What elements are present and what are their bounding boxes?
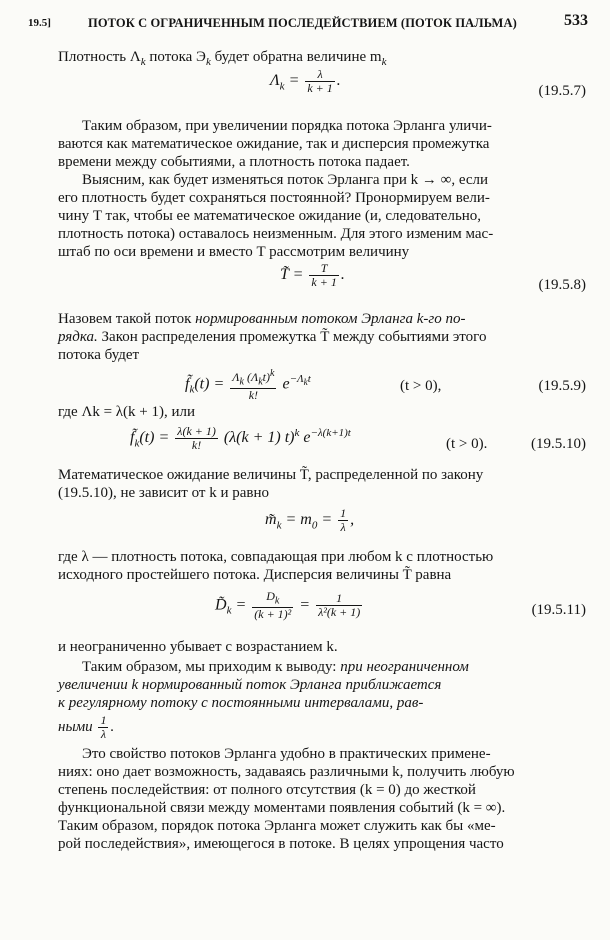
- equation-19-5-10: $f̃_k(t)$ = $\frac{\lambda(k + 1)}{k!}$ (λ(k + 1) t)$^k$ $e^{-\lambda(k+1)t}$: [130, 424, 351, 452]
- equation-number: (19.5.10): [531, 436, 586, 452]
- text-line: потока будет: [58, 347, 140, 363]
- text-line: Математическое ожидание величины T̃, распределенной по закону: [58, 467, 484, 483]
- text-line: где Λk = λ(k + 1), или: [58, 404, 196, 420]
- text-line: рядка. Закон распределения промежутка T̃ между событиями этого: [58, 329, 487, 345]
- text-line: где λ — плотность потока, совпадающая при любом k с плотностью: [58, 549, 494, 565]
- running-title: ПОТОК С ОГРАНИЧЕННЫМ ПОСЛЕДЕЙСТВИЕМ (ПОТОК ПАЛЬМА): [88, 16, 517, 30]
- equation-19-5-8: T̃ = $\frac{T}{k + 1}$ .: [280, 261, 345, 289]
- text-line: ными $\frac{1}{\lambda}$ .: [58, 713, 115, 741]
- section-number: 19.5]: [28, 17, 51, 29]
- condition: (t > 0),: [400, 378, 442, 394]
- text-line: и неограниченно убывает с возрастанием k.: [58, 639, 338, 655]
- text-line: исходного простейшего потока. Дисперсия величины T̃ равна: [58, 567, 452, 583]
- equation-number: (19.5.7): [538, 83, 586, 99]
- text-line: Таким образом, мы приходим к выводу: при неограниченном: [82, 659, 469, 675]
- text-line: увеличении k нормированный поток Эрланга приближается: [58, 677, 442, 693]
- text-line: чину T так, чтобы ее математическое ожидание (и, следовательно,: [58, 208, 482, 224]
- equation-mean: $m̃_k = m_0$ = $\frac{1}{\lambda}$ ,: [265, 506, 355, 534]
- running-header: [28, 12, 588, 34]
- text-line: (19.5.10), не зависит от k и равно: [58, 485, 270, 501]
- page-number: 533: [564, 12, 588, 29]
- text-line: Это свойство потоков Эрланга удобно в практических примене-: [82, 746, 491, 762]
- text-line: Выясним, как будет изменяться поток Эрланга при k → ∞, если: [82, 172, 489, 188]
- text-line: степень последействия: от полного отсутствия (k = 0) до жесткой: [58, 782, 476, 798]
- equation-number: (19.5.9): [538, 378, 586, 394]
- text-line: рой последействия», имеющегося в потоке. В целях упрощения часто: [58, 836, 504, 852]
- equation-19-5-9: $f̃_k(t)$ = $\frac{\Lambda_k (\Lambda_kt)^k}{k!}$ $e^{-\Lambda_kt}$: [185, 368, 311, 403]
- text-line: Назовем такой поток нормированным потоком Эрланга k-го по-: [58, 311, 466, 327]
- condition: (t > 0).: [446, 436, 488, 452]
- text-line: Плотность $\Lambda_k$ потока $Э_k$ будет обратна величине $m_k$: [58, 49, 387, 68]
- text-line: к регулярному потоку с постоянными интервалами, рав-: [58, 695, 424, 711]
- text-line: ниях: оно дает возможность, задаваясь различными k, получить любую: [58, 764, 515, 780]
- text-line: Таким образом, порядок потока Эрланга может служить как бы «ме-: [58, 818, 496, 834]
- text-line: функциональной связи между моментами появления событий (k = ∞).: [58, 800, 506, 816]
- equation-19-5-7: $\Lambda_k$ = $\frac{\lambda}{k + 1}$ .: [270, 67, 341, 95]
- text-line: времени между событиями, а плотность потока падает.: [58, 154, 410, 170]
- equation-19-5-11: $D̃_k$ = $\frac{D_k}{\text{(k + 1)²}}$ = $\frac{1}{\text{λ²(k + 1)}}$: [215, 589, 361, 622]
- text-line: его плотность будет сохраняться постоянной? Пронормируем вели-: [58, 190, 490, 206]
- text-line: ваются как математическое ожидание, так и дисперсия промежутка: [58, 136, 490, 152]
- text-line: штаб по оси времени и вместо T рассмотрим величину: [58, 244, 410, 260]
- text-line: плотность потока) оставалось неизменным. Для этого изменим мас-: [58, 226, 494, 242]
- equation-number: (19.5.8): [538, 277, 586, 293]
- text-line: Таким образом, при увеличении порядка потока Эрланга уличи-: [82, 118, 492, 134]
- equation-number: (19.5.11): [531, 602, 586, 618]
